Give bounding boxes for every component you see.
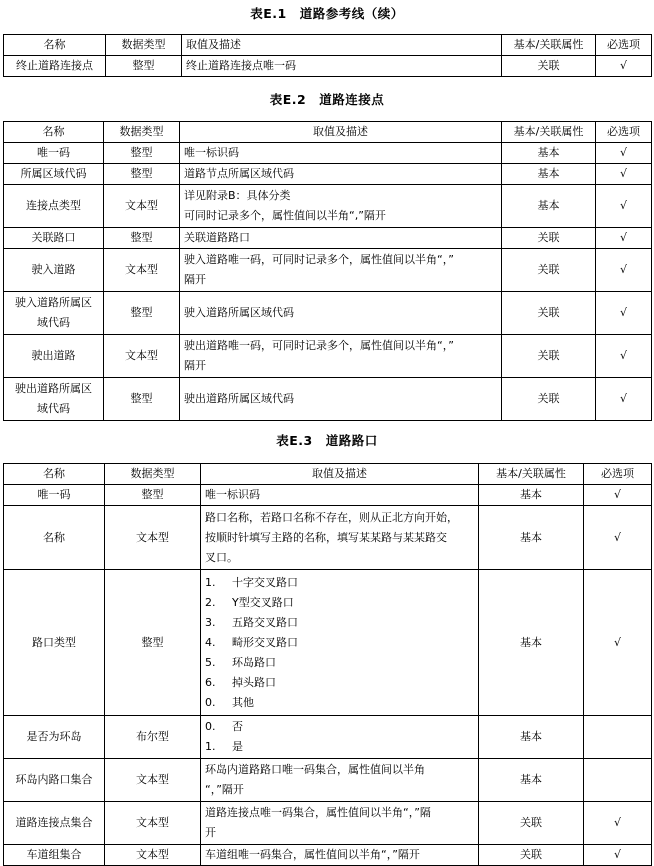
cell-attr: 关联	[502, 56, 596, 77]
cell-name: 唯一码	[4, 485, 105, 506]
table-e1-caption: 表E.1 道路参考线（续）	[250, 6, 404, 21]
cell-name: 终止道路连接点	[4, 56, 106, 77]
cell-type: 整型	[105, 570, 201, 716]
header-req: 必选项	[584, 464, 652, 485]
cell-attr: 关联	[479, 802, 584, 845]
cell-req: √	[584, 802, 652, 845]
cell-name: 关联路口	[4, 228, 104, 249]
list-text: 十字交叉路口	[232, 575, 298, 589]
cell-desc	[201, 759, 479, 802]
cell-name: 名称	[4, 506, 105, 570]
desc-line: “，”隔开	[205, 783, 244, 796]
cell-type: 整型	[104, 228, 180, 249]
cell-type: 整型	[105, 485, 201, 506]
desc-line: 隔开	[184, 359, 206, 372]
cell-type: 文本型	[104, 185, 180, 228]
list-text: 环岛路口	[232, 655, 276, 669]
table-row	[4, 185, 652, 228]
cell-req	[584, 716, 652, 759]
cell-desc	[201, 506, 479, 570]
cell-desc: 唯一标识码	[201, 485, 479, 506]
desc-line: 可同时记录多个，属性值间以半角“,”隔开	[184, 209, 386, 222]
desc-line: 叉口。	[205, 550, 238, 564]
header-name: 名称	[4, 464, 105, 485]
cell-desc	[180, 335, 502, 378]
table-row	[4, 845, 652, 866]
header-type: 数据类型	[104, 122, 180, 143]
cell-attr: 关联	[502, 228, 596, 249]
list-text: 掉头路口	[232, 675, 276, 689]
cell-req: √	[596, 249, 652, 292]
cell-desc	[180, 249, 502, 292]
table-row	[4, 759, 652, 802]
cell-name: 驶入道路	[4, 249, 104, 292]
desc-line: 驶出道路唯一码，可同时记录多个，属性值间以半角“，”	[184, 339, 454, 352]
table-header-row	[4, 464, 652, 485]
cell-name: 是否为环岛	[4, 716, 105, 759]
cell-type: 文本型	[104, 335, 180, 378]
table-row	[4, 335, 652, 378]
list-item	[205, 613, 474, 633]
cell-name: 唯一码	[4, 143, 104, 164]
desc-line: 开	[205, 826, 216, 839]
table-row	[4, 570, 652, 716]
table-header-row	[4, 35, 652, 56]
list-text: 否	[232, 720, 243, 733]
cell-attr: 基本	[502, 164, 596, 185]
desc-line: 道路连接点唯一码集合，属性值间以半角“，”隔	[205, 806, 431, 819]
cell-desc: 车道组唯一码集合，属性值间以半角“，”隔开	[201, 845, 479, 866]
cell-name	[4, 378, 104, 421]
cell-req: √	[584, 506, 652, 570]
cell-type: 整型	[104, 143, 180, 164]
name-line: 域代码	[37, 402, 70, 415]
cell-attr: 基本	[479, 506, 584, 570]
cell-type: 文本型	[105, 845, 201, 866]
cell-attr: 基本	[479, 759, 584, 802]
header-attr: 基本/关联属性	[479, 464, 584, 485]
list-item	[205, 717, 474, 737]
cell-name: 路口类型	[4, 570, 105, 716]
cell-type: 布尔型	[105, 716, 201, 759]
list-number: 1.	[205, 575, 216, 589]
header-type: 数据类型	[105, 464, 201, 485]
header-desc: 取值及描述	[182, 35, 502, 56]
cell-attr: 基本	[479, 485, 584, 506]
name-line: 域代码	[37, 316, 70, 329]
cell-attr: 关联	[502, 335, 596, 378]
desc-line: 驶入道路唯一码，可同时记录多个，属性值间以半角“，”	[184, 253, 454, 266]
cell-desc: 道路节点所属区域代码	[180, 164, 502, 185]
desc-line: 按顺时针填写主路的名称，填写某某路与某某路交	[205, 530, 447, 544]
table-e2	[3, 121, 652, 421]
list-text: Y型交叉路口	[232, 595, 294, 609]
cell-req: √	[584, 485, 652, 506]
list-item	[205, 633, 474, 653]
cell-req: √	[596, 143, 652, 164]
desc-line: 详见附录B：具体分类	[184, 189, 291, 202]
cell-req: √	[596, 185, 652, 228]
list-number: 2.	[205, 595, 216, 609]
header-name: 名称	[4, 122, 104, 143]
list-text: 是	[232, 740, 243, 753]
table-header-row	[4, 122, 652, 143]
list-number: 0.	[205, 720, 216, 733]
table-row	[4, 506, 652, 570]
cell-req: √	[596, 292, 652, 335]
cell-attr: 关联	[479, 845, 584, 866]
header-attr: 基本/关联属性	[502, 35, 596, 56]
list-number: 6.	[205, 675, 216, 689]
cell-type: 整型	[104, 292, 180, 335]
table-row	[4, 143, 652, 164]
table-row	[4, 716, 652, 759]
table-e3	[3, 463, 652, 866]
cell-name: 所属区域代码	[4, 164, 104, 185]
list-number: 5.	[205, 655, 216, 669]
cell-type: 整型	[104, 164, 180, 185]
cell-desc: 终止道路连接点唯一码	[182, 56, 502, 77]
name-line: 驶出道路所属区	[15, 382, 92, 395]
cell-attr: 基本	[502, 185, 596, 228]
cell-attr: 关联	[502, 249, 596, 292]
cell-attr: 基本	[479, 716, 584, 759]
list-item	[205, 673, 474, 693]
header-desc: 取值及描述	[180, 122, 502, 143]
list-item	[205, 693, 474, 713]
list-item	[205, 653, 474, 673]
desc-line: 路口名称，若路口名称不存在，则从正北方向开始，	[205, 510, 458, 524]
cell-type: 文本型	[104, 249, 180, 292]
cell-req	[584, 759, 652, 802]
cell-name: 驶出道路	[4, 335, 104, 378]
cell-req: √	[596, 164, 652, 185]
list-number: 1.	[205, 740, 216, 753]
cell-req: √	[584, 570, 652, 716]
cell-name: 环岛内路口集合	[4, 759, 105, 802]
list-text: 其他	[232, 695, 254, 709]
cell-desc	[201, 570, 479, 716]
desc-line: 环岛内道路路口唯一码集合，属性值间以半角	[205, 763, 425, 776]
cell-desc: 唯一标识码	[180, 143, 502, 164]
header-desc: 取值及描述	[201, 464, 479, 485]
cell-attr: 基本	[479, 570, 584, 716]
header-attr: 基本/关联属性	[502, 122, 596, 143]
table-row	[4, 56, 652, 77]
table-row	[4, 378, 652, 421]
header-req: 必选项	[596, 35, 652, 56]
cell-type: 整型	[106, 56, 182, 77]
list-text: 五路交叉路口	[232, 615, 298, 629]
cell-name: 连接点类型	[4, 185, 104, 228]
cell-desc	[180, 185, 502, 228]
cell-name: 道路连接点集合	[4, 802, 105, 845]
list-item	[205, 737, 474, 757]
list-number: 0.	[205, 695, 216, 709]
cell-type: 文本型	[105, 802, 201, 845]
cell-type: 文本型	[105, 506, 201, 570]
table-e3-caption: 表E.3 道路路口	[276, 433, 378, 448]
cell-req: √	[596, 378, 652, 421]
header-type: 数据类型	[106, 35, 182, 56]
name-line: 驶入道路所属区	[15, 296, 92, 309]
table-row	[4, 485, 652, 506]
cell-desc	[201, 716, 479, 759]
table-row	[4, 228, 652, 249]
cell-req: √	[596, 335, 652, 378]
cell-type: 整型	[104, 378, 180, 421]
cell-req: √	[596, 56, 652, 77]
list-item	[205, 573, 474, 593]
table-row	[4, 802, 652, 845]
cell-req: √	[584, 845, 652, 866]
cell-attr: 基本	[502, 143, 596, 164]
cell-desc	[201, 802, 479, 845]
list-number: 4.	[205, 635, 216, 649]
header-req: 必选项	[596, 122, 652, 143]
cell-desc: 驶入道路所属区域代码	[180, 292, 502, 335]
table-row	[4, 164, 652, 185]
table-row	[4, 292, 652, 335]
desc-line: 隔开	[184, 273, 206, 286]
cell-attr: 关联	[502, 378, 596, 421]
list-item	[205, 593, 474, 613]
cell-desc: 驶出道路所属区域代码	[180, 378, 502, 421]
header-name: 名称	[4, 35, 106, 56]
cell-attr: 关联	[502, 292, 596, 335]
cell-desc: 关联道路路口	[180, 228, 502, 249]
cell-type: 文本型	[105, 759, 201, 802]
cell-name: 车道组集合	[4, 845, 105, 866]
table-row	[4, 249, 652, 292]
table-e2-caption: 表E.2 道路连接点	[269, 92, 385, 107]
cell-name	[4, 292, 104, 335]
list-number: 3.	[205, 615, 216, 629]
cell-req: √	[596, 228, 652, 249]
list-text: 畸形交叉路口	[232, 635, 298, 649]
table-e1	[3, 34, 652, 77]
